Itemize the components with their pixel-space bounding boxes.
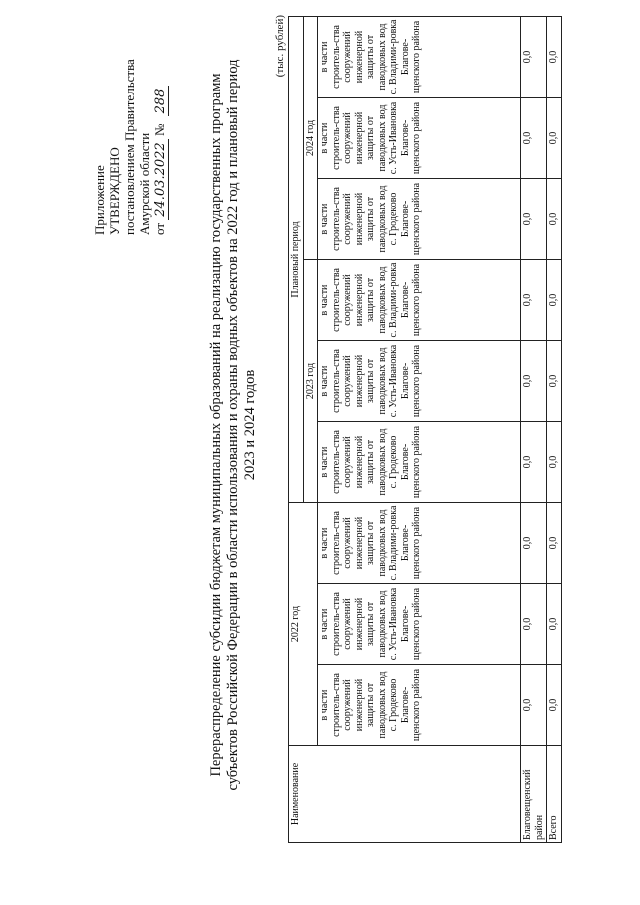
resolution-date-line: [152, 35, 168, 235]
desc-2024-vladimirovka: в части строитель-ства сооружений инженерной защиты от паводковых вод с. Владими-ровка Благове-щенского района: [318, 16, 521, 97]
total-cell: 0,0: [547, 260, 562, 341]
row-name: Благовещенский район: [521, 746, 547, 843]
total-cell: 0,0: [547, 422, 562, 503]
title-line-1: Перераспределение субсидии бюджетам муниципальных образований на реализацию государственных программ: [208, 73, 224, 777]
total-cell: 0,0: [547, 341, 562, 422]
value-cell: 0,0: [521, 16, 547, 97]
subsidy-table: [288, 16, 562, 843]
region-label: Амурской области: [137, 132, 152, 235]
total-cell: 0,0: [547, 584, 562, 665]
desc-2022-ust-ivanovka: в части строитель-ства сооружений инженерной защиты от паводковых вод с. Усть-Ивановка Благове-щенского района: [318, 584, 521, 665]
value-cell: 0,0: [521, 584, 547, 665]
value-cell: 0,0: [521, 260, 547, 341]
header-row-1: [289, 16, 304, 842]
total-cell: 0,0: [547, 503, 562, 584]
desc-2022-grodekovo: в части строитель-ства сооружений инженерной защиты от паводковых вод с. Гродеково Благове-щенского района: [318, 665, 521, 746]
handwritten-date: 24.03.2022: [153, 139, 169, 219]
year-2024-header: 2024 год: [303, 16, 318, 259]
approved-label: УТВЕРЖДЕНО: [107, 147, 122, 235]
desc-2023-grodekovo: в части строитель-ства сооружений инженерной защиты от паводковых вод с. Гродеково Благове-щенского района: [318, 422, 521, 503]
row-name-total: Всего: [547, 746, 562, 843]
value-cell: 0,0: [521, 341, 547, 422]
total-cell: 0,0: [547, 665, 562, 746]
resolution-label: постановлением Правительства: [122, 59, 137, 235]
value-cell: 0,0: [521, 503, 547, 584]
document-title: [208, 5, 259, 845]
desc-2023-ust-ivanovka: в части строитель-ства сооружений инженерной защиты от паводковых вод с. Усть-Ивановка Благове-щенского района: [318, 341, 521, 422]
total-cell: 0,0: [547, 98, 562, 179]
year-2022-header: 2022 год: [289, 503, 318, 746]
units-label: (тыс. рублей): [274, 15, 286, 78]
number-prefix: №: [152, 123, 167, 137]
desc-2023-vladimirovka: в части строитель-ства сооружений инженерной защиты от паводковых вод с. Владими-ровка Благове-щенского района: [318, 260, 521, 341]
value-cell: 0,0: [521, 422, 547, 503]
value-cell: 0,0: [521, 98, 547, 179]
name-header: Наименование: [289, 746, 521, 843]
table-row-total: [547, 16, 562, 842]
total-cell: 0,0: [547, 16, 562, 97]
handwritten-number: 288: [153, 86, 169, 117]
total-cell: 0,0: [547, 179, 562, 260]
desc-2024-grodekovo: в части строитель-ства сооружений инженерной защиты от паводковых вод с. Гродеково Благове-щенского района: [318, 179, 521, 260]
date-prefix: от: [152, 222, 167, 235]
planned-period-header: Плановый период: [289, 16, 304, 502]
title-line-3: 2023 и 2024 годов: [242, 369, 258, 481]
desc-2022-vladimirovka: в части строитель-ства сооружений инженерной защиты от паводковых вод с. Владими-ровка Благове-щенского района: [318, 503, 521, 584]
title-line-2: субъектов Российской Федерации в области использования и охраны водных объектов на 2022 год и плановый период: [225, 59, 241, 791]
desc-2024-ust-ivanovka: в части строитель-ства сооружений инженерной защиты от паводковых вод с. Усть-Ивановка Благове-щенского района: [318, 98, 521, 179]
appendix-label: Приложение: [92, 165, 107, 235]
header-row-3: [318, 16, 521, 842]
value-cell: 0,0: [521, 665, 547, 746]
table-row: [521, 16, 547, 842]
approval-block: [92, 35, 168, 235]
value-cell: 0,0: [521, 179, 547, 260]
year-2023-header: 2023 год: [303, 260, 318, 503]
